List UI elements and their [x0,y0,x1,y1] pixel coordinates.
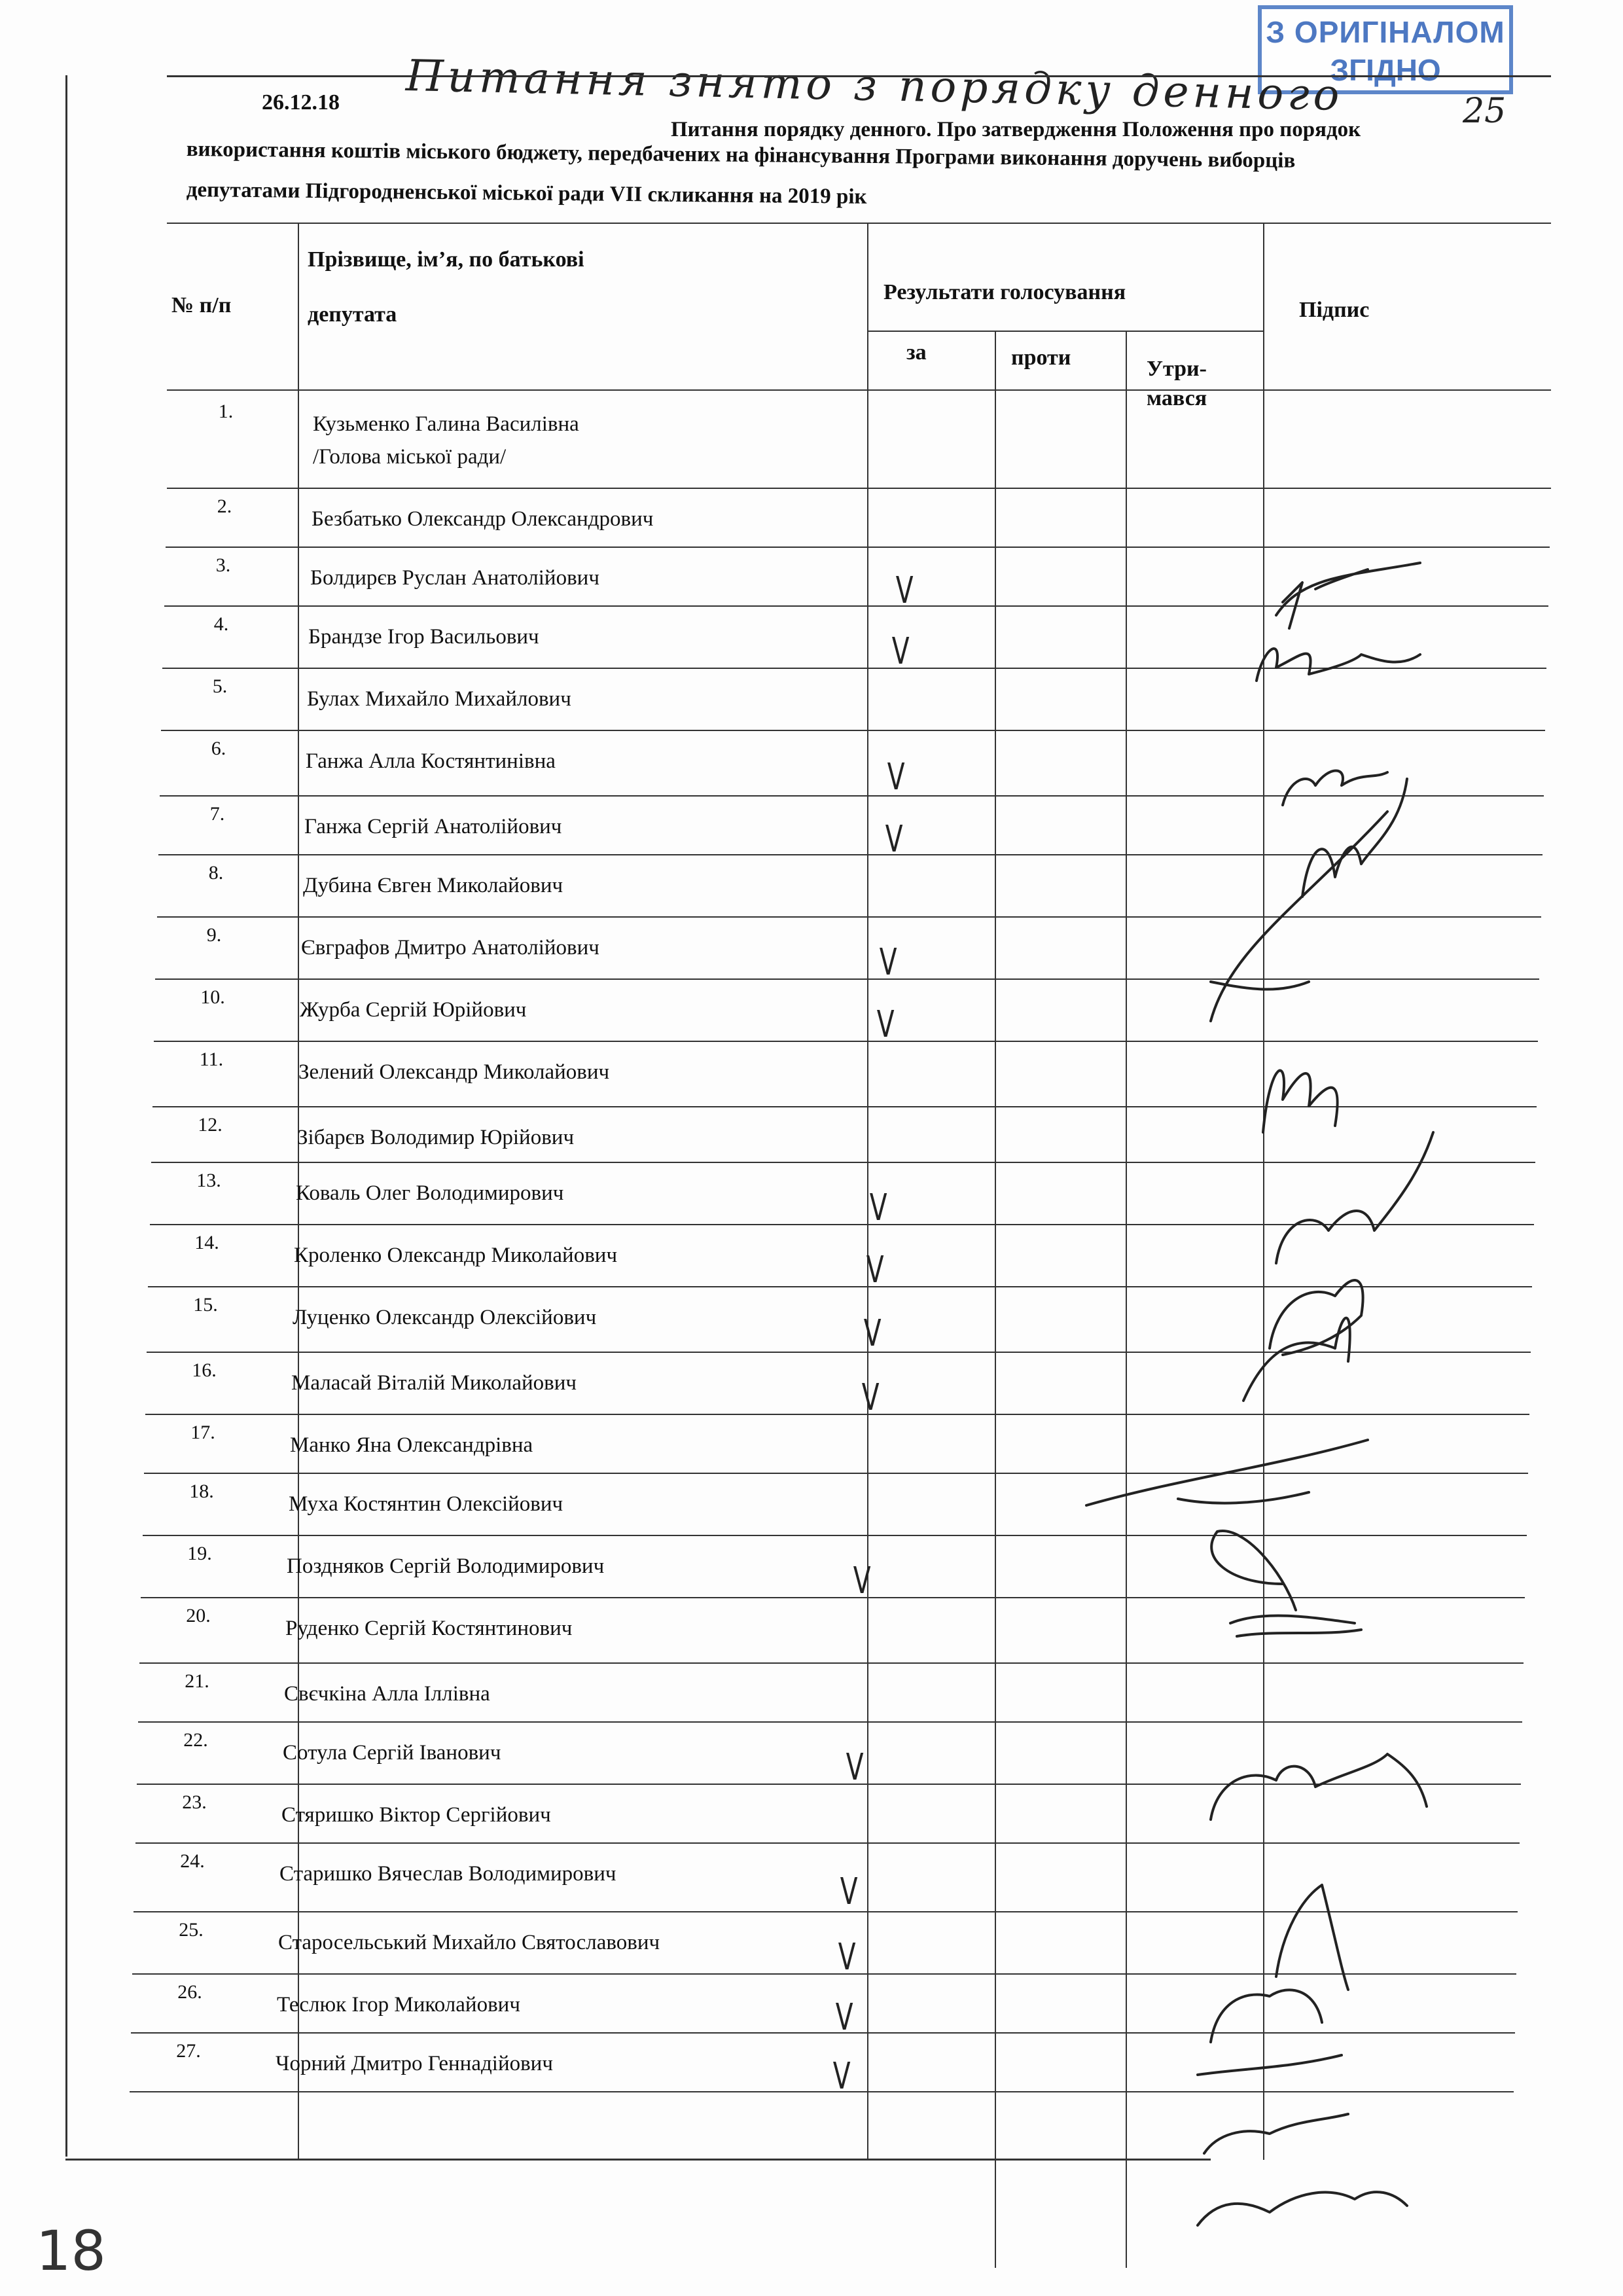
vote-for-checkmark: V [835,1996,853,2039]
deputy-name: Стяришко Віктор Сергійович [281,1803,551,1827]
form-frame [65,75,1553,2157]
row-number: 9. [206,924,222,946]
table-row-line [148,1286,1532,1287]
deputy-name: Чорний Дмитро Геннадійович [276,2052,553,2075]
handwritten-number: 25 [1463,92,1507,131]
stamp-line-2: ЗГІДНО [1330,53,1441,87]
deputy-name: Дубина Євген Миколайович [303,874,563,897]
deputy-name: Маласай Віталій Миколайович [291,1371,577,1395]
row-number: 14. [194,1232,219,1253]
table-row-line [160,795,1544,797]
deputy-name: Муха Костянтин Олексійович [289,1492,563,1516]
row-number: 23. [182,1791,207,1813]
vote-for-checkmark: V [866,1248,884,1291]
row-number: 25. [179,1919,204,1941]
deputy-name: Болдирєв Руслан Анатолійович [310,566,599,590]
row-number: 1. [218,401,234,422]
deputy-name: Ганжа Сергій Анатолійович [304,815,562,838]
table-row-line [130,2091,1514,2092]
deputy-name: Булах Михайло Михайлович [307,687,571,711]
table-row-line [137,1784,1521,1785]
row-number: 3. [215,554,231,576]
row-number: 12. [198,1114,223,1136]
table-row-line [157,916,1541,918]
deputy-name: Старишко Вячеслав Володимирович [279,1862,616,1886]
row-number: 5. [212,675,228,697]
row-number: 16. [192,1359,217,1381]
vote-for-checkmark: V [853,1559,871,1602]
against-column-divider [995,331,996,2268]
vote-for-checkmark: V [840,1870,858,1913]
vote-for-checkmark: V [892,630,910,673]
row-number: 6. [211,738,226,759]
row-number: 7. [209,803,225,825]
vote-for-checkmark: V [885,818,903,861]
row-number: 21. [185,1670,209,1692]
page-number: 18 [36,2219,106,2283]
deputy-name: Теслюк Ігор Миколайович [277,1993,520,2017]
vote-for-checkmark: V [838,1935,856,1979]
column-header-number: № п/п [171,293,232,317]
vote-for-checkmark: V [887,756,905,798]
table-row-line [155,978,1539,980]
table-row-line [141,1597,1525,1598]
table-row-line [143,1535,1527,1536]
deputy-name: Зібарєв Володимир Юрійович [297,1126,575,1149]
deputy-name: Зелений Олександр Миколайович [298,1060,610,1084]
form-frame-bottom [65,2159,1211,2161]
row-number: 24. [180,1850,205,1872]
table-row-line [132,1973,1516,1975]
table-row-line [139,1662,1524,1664]
deputy-name: Безбатько Олександр Олександрович [312,507,654,531]
deputy-name: Манко Яна Олександрівна [290,1433,533,1457]
deputy-name: Коваль Олег Володимирович [296,1181,564,1205]
row-number: 19. [187,1543,212,1564]
column-header-signature: Підпис [1299,298,1370,322]
deputy-name: Кроленко Олександр Миколайович [294,1244,618,1267]
table-row-line [131,2032,1515,2034]
row-number: 20. [186,1605,211,1626]
vote-for-checkmark: V [861,1376,880,1419]
row-number: 18. [189,1480,214,1502]
deputy-name: Журба Сергій Юрійович [300,998,527,1022]
document-date: 26.12.18 [262,90,340,115]
abstain-column-divider [1126,331,1127,2268]
deputy-name: Ганжа Алла Костянтинівна [306,749,556,773]
question-line-2: використання коштів міського бюджету, передбачених на фінансування Програми виконання доручень виборців [186,137,1296,173]
table-row-line [166,547,1550,548]
row-number: 26. [177,1981,202,2003]
table-header-bottom-line [167,389,1551,391]
table-row-line [154,1041,1538,1042]
column-header-results: Результати голосування [883,280,1126,304]
table-row-line [158,854,1543,855]
table-row-line [134,1911,1518,1912]
row-number: 17. [190,1422,215,1443]
vote-for-checkmark: V [833,2055,851,2098]
table-row-line [135,1842,1520,1844]
column-header-against: проти [1011,346,1071,370]
vote-for-checkmark: V [879,941,897,984]
row-number: 15. [193,1294,218,1316]
column-header-abstain-line-2: мався [1147,386,1207,410]
table-row-line [167,488,1551,489]
table-row-line [164,605,1548,607]
deputy-name: Свєчкіна Алла Іллівна [284,1682,490,1706]
column-header-name-line-2: депутата [308,302,397,327]
deputy-name: Руденко Сергій Костянтинович [285,1617,573,1640]
deputy-name: Луценко Олександр Олексійович [293,1306,597,1329]
signature-column-divider [1263,223,1264,2160]
deputy-position: /Голова міської ради/ [313,445,507,469]
table-row-line [151,1162,1535,1163]
row-number: 27. [176,2040,201,2062]
vote-for-checkmark: V [863,1312,882,1355]
question-line-1: Питання порядку денного. Про затвердження Положення про порядок [671,118,1361,141]
row-number: 2. [217,495,232,517]
table-row-line [161,730,1545,731]
vote-for-checkmark: V [895,569,914,612]
table-row-line [162,668,1546,669]
row-number: 11. [199,1049,224,1070]
column-header-name-line-1: Прізвище, ім’я, по батькові [308,247,584,272]
signature-27-b [1198,2192,1407,2225]
stamp-line-1: З ОРИГІНАЛОМ [1266,15,1505,49]
table-row-line [138,1721,1522,1723]
row-number: 8. [208,862,224,884]
row-number: 22. [183,1729,208,1751]
table-header-top-line [167,223,1551,224]
form-frame-top [167,75,1551,77]
vote-for-checkmark: V [876,1003,895,1046]
vote-for-checkmark: V [869,1186,887,1229]
row-number: 4. [213,613,229,635]
results-subheader-line [867,331,1263,332]
table-row-line [150,1224,1534,1225]
row-number: 13. [196,1170,221,1191]
deputy-name: Сотула Сергій Іванович [283,1741,501,1765]
deputy-name: Кузьменко Галина Василівна [313,412,579,436]
table-row-line [147,1352,1531,1353]
row-number: 10. [200,986,225,1008]
handwritten-title: Питання знято з порядку денного [405,50,1344,120]
question-line-3: депутатами Підгородненської міської ради VII скликання на 2019 рік [186,178,867,209]
column-header-abstain-line-1: Утри- [1147,357,1207,381]
deputy-name: Брандзе Ігор Васильович [308,625,539,649]
deputy-name: Старосельський Михайло Святославович [278,1931,660,1954]
table-row-line [144,1473,1528,1474]
table-row-line [152,1106,1537,1107]
table-row-line [145,1414,1529,1415]
deputy-name: Поздняков Сергій Володимирович [287,1554,605,1578]
for-column-divider [867,223,868,2160]
vote-for-checkmark: V [846,1746,864,1789]
deputy-name: Євграфов Дмитро Анатолійович [301,936,599,960]
column-header-for: за [906,340,927,365]
